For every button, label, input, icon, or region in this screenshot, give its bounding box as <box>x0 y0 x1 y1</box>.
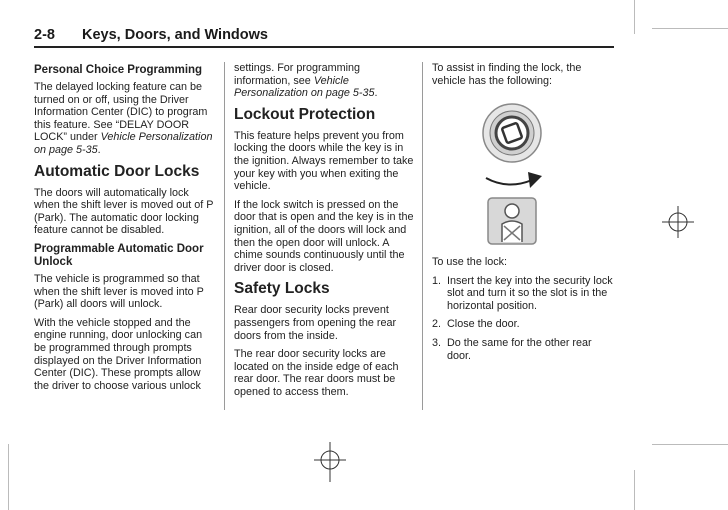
list-item <box>432 337 614 362</box>
step-number: 2. <box>432 318 442 331</box>
heading-personal-choice: Personal Choice Programming <box>34 64 203 76</box>
crop-mark <box>8 444 9 510</box>
paragraph-use-lock: To use the lock: <box>432 256 508 268</box>
column-right-lower <box>432 256 614 368</box>
column-divider-left <box>224 62 225 410</box>
header-rule <box>34 46 614 48</box>
paragraph-safety-2: The rear door security locks are located on the inside edge of each rear door. The rear doors must be opened to access them. <box>234 348 399 398</box>
child-safety-icon <box>488 198 536 244</box>
step-number: 3. <box>432 336 442 349</box>
turn-arrow-icon <box>486 172 542 188</box>
crop-mark <box>634 470 635 510</box>
registration-mark-bottom <box>314 442 346 482</box>
column-right <box>432 62 614 93</box>
steps-list <box>432 275 614 363</box>
crop-mark <box>652 444 728 445</box>
list-item <box>432 275 614 313</box>
heading-programmable-unlock: Programmable Automatic Door Unlock <box>34 242 204 268</box>
paragraph-safety-1: Rear door security locks prevent passengers from opening the rear doors from the inside. <box>234 304 397 342</box>
paragraph-settings-continued <box>234 62 414 100</box>
paragraph-dic-unlock: With the vehicle stopped and the engine running, door unlocking can be programmed through prompts displayed on the Driver Information Center (DIC). These prompts allow the driver to choose various unlock <box>34 316 203 392</box>
paragraph-delayed-locking <box>34 81 216 157</box>
settings-text: settings. For programming information, see <box>234 62 361 87</box>
step-number: 1. <box>432 274 442 287</box>
paragraph-assist: To assist in finding the lock, the vehicle has the following: <box>432 62 582 87</box>
cross-reference-link[interactable]: Vehicle Personalization on page 5‑35 <box>34 131 213 156</box>
cross-reference-link[interactable]: Vehicle Personalization on page 5‑35 <box>234 74 375 100</box>
step-text: Do the same for the other rear door. <box>447 336 592 362</box>
paragraph-auto-lock: The doors will automatically lock when the shift lever is moved out of P (Park). The automatic door locking feature cannot be disabled. <box>34 186 214 237</box>
heading-automatic-door-locks: Automatic Door Locks <box>34 162 200 180</box>
crop-mark <box>634 0 635 34</box>
list-item <box>432 318 614 331</box>
settings-end: . <box>374 87 378 100</box>
column-middle <box>234 62 414 404</box>
security-lock-figure <box>480 100 560 250</box>
heading-safety-locks: Safety Locks <box>234 280 330 298</box>
step-text: Insert the key into the security lock slot and turn it so the slot is in the horizontal position. <box>447 274 613 312</box>
crop-mark <box>652 28 728 29</box>
registration-mark-right <box>662 206 694 238</box>
delayed-locking-end: . <box>97 143 101 156</box>
heading-lockout-protection: Lockout Protection <box>234 105 376 123</box>
delayed-locking-text: The delayed locking feature can be turned on or off, using the Driver Information Center (DIC) to program this feature. See “DELAY DOOR LOCK” under <box>34 81 208 144</box>
section-title: Keys, Doors, and Windows <box>82 27 268 43</box>
step-text: Close the door. <box>447 318 520 331</box>
column-divider-right <box>422 62 423 410</box>
lock-slot-icon <box>483 104 541 162</box>
page-number: 2-8 <box>34 27 55 43</box>
paragraph-lockout-2: If the lock switch is pressed on the door that is open and the key is in the ignition, all of the doors will lock and then the open door will unlock. A chime sounds continuously until the driver door is closed. <box>234 198 414 274</box>
column-left <box>34 62 216 398</box>
paragraph-programmed-unlock: The vehicle is programmed so that when the shift lever is moved into P (Park) all doors will unlock. <box>34 272 204 311</box>
paragraph-lockout-1: This feature helps prevent you from locking the doors while the key is in the ignition. Always remember to take your key with you when exiting the vehicle. <box>234 129 414 193</box>
